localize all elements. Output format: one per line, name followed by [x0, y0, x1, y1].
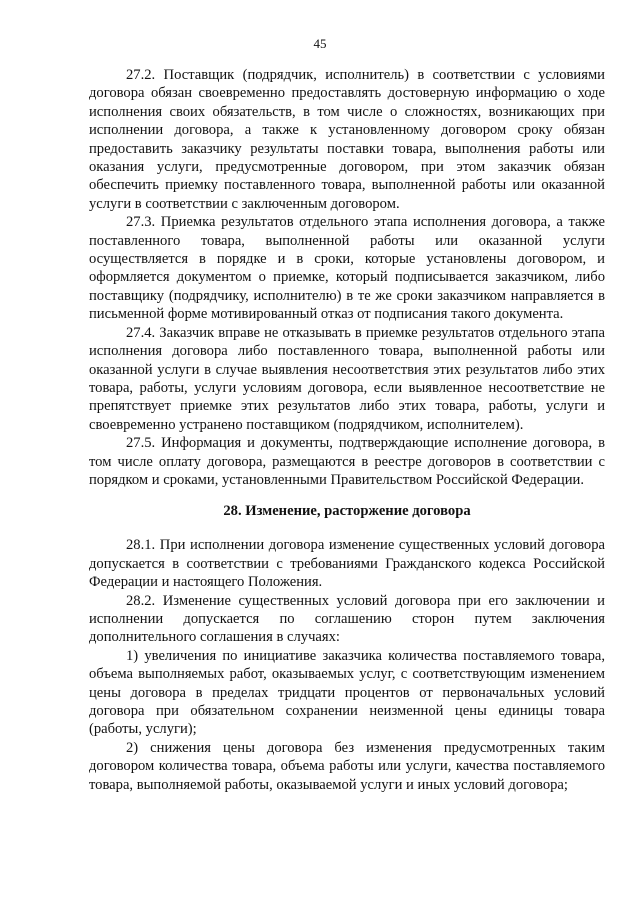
list-item-1: 1) увеличения по инициативе заказчика количества поставляемого товара, объема выполняемых работ, оказываемых услуг, с соответствующим изменением цены договора в пределах тридцати процентов от первоначальных условий договора при обязательном сохранении неизменной цены единицы товара (работы, услуги);	[89, 647, 605, 738]
list-item-2: 2) снижения цены договора без изменения предусмотренных таким договором количества товара, объема работы или услуги, качества поставляемого товара, выполняемой работы, оказываемой услуги и иных условий договора;	[89, 739, 605, 793]
paragraph-27-5: 27.5. Информация и документы, подтверждающие исполнение договора, в том числе оплату договора, размещаются в реестре договоров в соответствии с порядком и сроками, установленными Правительством Российской Федерации.	[89, 435, 605, 488]
paragraph-27-4: 27.4. Заказчик вправе не отказывать в приемке результатов отдельного этапа исполнения договора либо поставленного товара, выполненной работы или оказанной услуги в случае выявления несоответствия этих результатов либо этих товара, работы, услуги условиям договора, если выявленное несоответствие не препятствует приемке этих результатов либо этих товара, работы, услуги и своевременно устранено поставщиком (подрядчиком, исполнителем).	[89, 324, 605, 433]
paragraph-28-2: 28.2. Изменение существенных условий договора при его заключении и исполнении допускается по соглашению сторон путем заключения дополнительного соглашения в случаях:	[89, 592, 605, 646]
paragraph-28-1: 28.1. При исполнении договора изменение существенных условий договора допускается в соответствии с требованиями Гражданского кодекса Российской Федерации и настоящего Положения.	[89, 537, 605, 591]
page-number: 45	[313, 36, 327, 51]
paragraph-27-3: 27.3. Приемка результатов отдельного этапа исполнения договора, а также поставленного товара, выполненной работы или оказанной услуги осуществляется в порядке и в сроки, которые установлены договором, и оформляется документом о приемке, который подписывается заказчиком, либо поставщику (подрядчику, исполнителю) в те же сроки заказчиком направляется в письменной форме мотивированный отказ от подписания такого документа.	[89, 214, 605, 323]
document-body	[89, 66, 605, 794]
paragraph-27-2: 27.2. Поставщик (подрядчик, исполнитель) в соответствии с условиями договора обязан своевременно предоставлять достоверную информацию о ходе исполнения своих обязательств, в том числе о сложностях, возникающих при исполнении договора, а также к установленному договором сроку обязан предоставить заказчику результаты поставки товара, выполнения работы или оказания услуги, предусмотренные договором, при этом заказчик обязан обеспечить приемку поставленного товара, выполненной работы или оказанной услуги в соответствии с заключенным договором.	[89, 67, 605, 212]
section-title: 28. Изменение, расторжение договора	[223, 503, 471, 520]
